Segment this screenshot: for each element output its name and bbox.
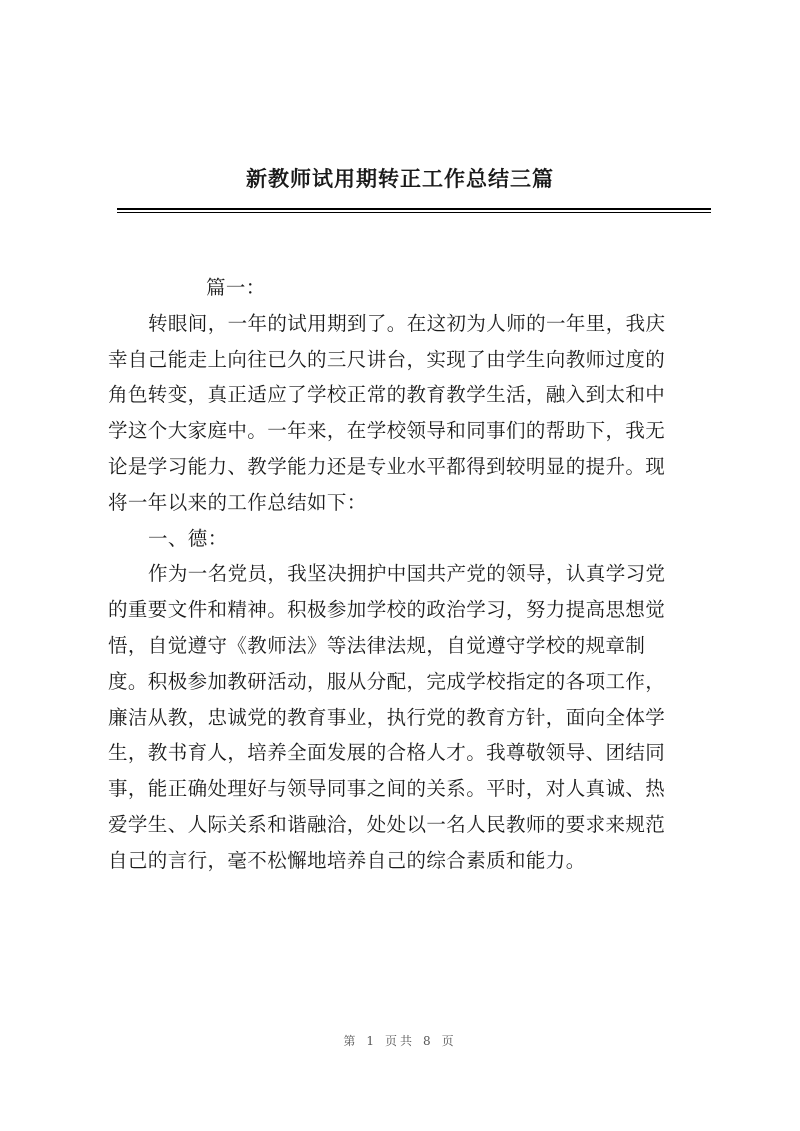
section-heading: 篇一： [206, 276, 266, 299]
subheading: 一、德： [148, 526, 228, 550]
paragraph-line: 事，能正确处理好与领导同事之间的关系。平时，对人真诚、热 [108, 777, 666, 801]
paragraph-line: 爱学生、人际关系和谐融洽，处处以一名人民教师的要求来规范 [108, 812, 666, 836]
title-underline [117, 208, 711, 210]
paragraph-line: 悟，自觉遵守《教师法》等法律法规，自觉遵守学校的规章制 [108, 633, 646, 657]
paragraph-line: 将一年以来的工作总结如下： [108, 490, 367, 514]
paragraph-line: 学这个大家庭中。一年来，在学校领导和同事们的帮助下，我无 [108, 419, 666, 443]
paragraph-line: 转眼间，一年的试用期到了。在这初为人师的一年里，我庆 [148, 311, 666, 335]
paragraph-line: 自己的言行，毫不松懈地培养自己的综合素质和能力。 [108, 848, 586, 872]
paragraph-line: 度。积极参加教研活动，服从分配，完成学校指定的各项工作， [108, 669, 666, 693]
footer-page-suffix: 页 [441, 1034, 457, 1048]
footer-page-total: 8 [423, 1034, 434, 1048]
footer-page-prefix: 第 [343, 1034, 359, 1048]
footer-page-middle: 页共 [384, 1034, 415, 1048]
paragraph-line: 角色转变，真正适应了学校正常的教育教学生活，融入到太和中 [108, 383, 666, 407]
paragraph-line: 作为一名党员，我坚决拥护中国共产党的领导，认真学习党 [148, 562, 666, 586]
page-title: 新教师试用期转正工作总结三篇 [246, 166, 554, 191]
page-footer [0, 1032, 800, 1049]
title-underline-thin [117, 212, 711, 213]
footer-page-number: 1 [366, 1034, 377, 1048]
paragraph-line: 廉洁从教，忠诚党的教育事业，执行党的教育方针，面向全体学 [108, 705, 666, 729]
paragraph-line: 幸自己能走上向往已久的三尺讲台，实现了由学生向教师过度的 [108, 347, 666, 371]
paragraph-line: 的重要文件和精神。积极参加学校的政治学习，努力提高思想觉 [108, 598, 666, 622]
document-body [108, 270, 714, 879]
paragraph-line: 论是学习能力、教学能力还是专业水平都得到较明显的提升。现 [108, 454, 666, 478]
paragraph-line: 生，教书育人，培养全面发展的合格人才。我尊敬领导、团结同 [108, 741, 666, 765]
